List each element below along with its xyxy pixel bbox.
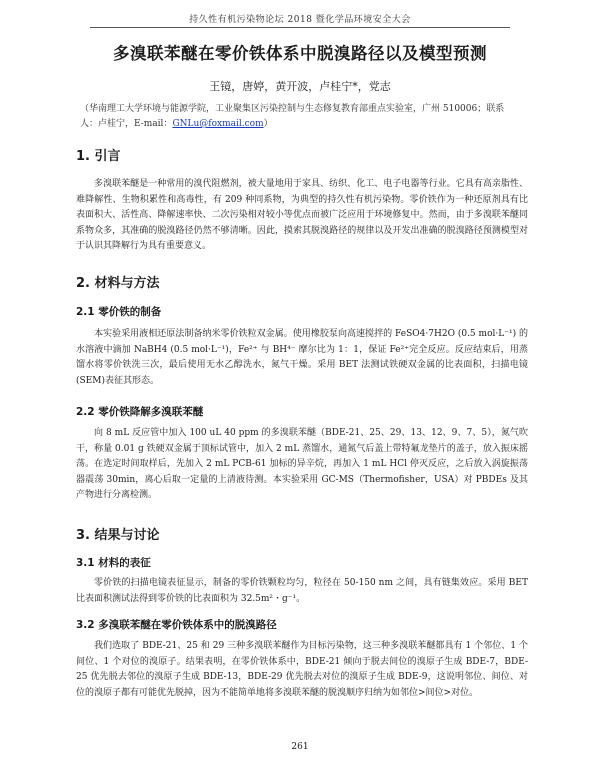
- section-heading-introduction: 1. 引言: [76, 149, 121, 164]
- contact-email-link[interactable]: GNLu@foxmail.com: [172, 119, 264, 129]
- affiliation-close: ）: [263, 119, 273, 129]
- introduction-paragraph: 多溴联苯醚是一种常用的溴代阻燃剂，被大量地用于家具、纺织、化工、电子电器等行业。它具有高亲脂性、难降解性、生物积累性和高毒性，有 209 种同系物，为典型的持久性有机污染物。零价铁作为一种还原剂具有比表面积大、活性高、降解速率快、二次污染相对较小等优点而被广泛应用于环境修复中。然而，由于多溴联苯醚同系物众多，其准确的脱溴路径仍然不够清晰。因此，摸索其脱溴路径的规律以及开发出准确的脱溴路径预测模型对于认识其降解行为具有重要意义。: [76, 179, 528, 251]
- section-heading-results: 3. 结果与讨论: [76, 528, 160, 543]
- header-rule: [90, 27, 510, 28]
- debromination-pathway-paragraph: 我们选取了 BDE-21、25 和 29 三种多溴联苯醚作为目标污染物，这三种多溴联苯醚都具有 1 个邻位、1 个间位、1 个对位的溴原子。结果表明，在零价铁体系中，BDE-21 倾向于脱去间位的溴原子生成 BDE-7，BDE-25 优先脱去邻位的溴原子生成 BDE-13，BDE-29 优先脱去对位的溴原子生成 BDE-9，这说明邻位、间位、对位的溴原子都有可能优先脱掉，因为不能简单地将多溴联苯醚的脱溴顺序归纳为如邻位>间位>对位。: [76, 641, 528, 698]
- paper-title: 多溴联苯醚在零价铁体系中脱溴路径以及模型预测: [113, 44, 487, 63]
- subsection-heading-degradation: 2.2 零价铁降解多溴联苯醚: [76, 406, 204, 418]
- section-heading-methods: 2. 材料与方法: [76, 276, 160, 291]
- page-number: 261: [291, 742, 309, 752]
- subsection-heading-characterization: 3.1 材料的表征: [76, 557, 151, 569]
- affiliation-text: （华南理工大学环境与能源学院，工业聚集区污染控制与生态修复教育部重点实验室，广州 510006；联系人：卢桂宁，E-mail：: [80, 104, 505, 129]
- degradation-paragraph: 向 8 mL 反应管中加入 100 uL 40 ppm 的多溴联苯醚（BDE-21、25、29、13、12、9、7、5），氮气吹干，称量 0.01 g 铁硬双金属于顶标试管中，加入 2 mL 蒸馏水，通氮气后盖上带特氟龙垫片的盖子，放入振床摇荡。在选定时间取样后，先加入 2 mL PCB-61 加标的异辛烷，再加入 1 mL HCl 停灭反应，之后放入涡旋振荡器震荡 30min，离心后取一定量的上清液待测。本实验采用 GC-MS（Thermofisher，USA）对 PBDEs 及其产物进行分离检测。: [76, 428, 528, 500]
- zvi-preparation-paragraph: 本实验采用液相还原法制备纳米零价铁粒双金属。使用橡胶泵向高速搅拌的 FeSO4·7H2O (0.5 mol·L⁻¹) 的水溶液中滴加 NaBH4 (0.5 mol·L⁻¹)，Fe²⁺ 与 BH⁴⁻ 摩尔比为 1：1，保证 Fe²⁺完全反应。反应结束后，用蒸馏水将零价铁洗三次，最后使用无水乙醇洗水，氮气干燥。采用 BET 法测试铁硬双金属的比表面积，扫描电镜(SEM)表征其形态。: [76, 329, 528, 386]
- running-header: 持久性有机污染物论坛 2018 暨化学品环境安全大会: [189, 15, 411, 25]
- author-list: 王镜，唐婷，黄开波，卢桂宁*，党志: [209, 80, 391, 93]
- characterization-paragraph: 零价铁的扫描电镜表征显示，制备的零价铁颗粒均匀，粒径在 50-150 nm 之间，具有链集效应。采用 BET 比表面积测试法得到零价铁的比表面积为 32.5m²・g⁻¹。: [76, 578, 528, 604]
- affiliation: [80, 102, 520, 132]
- subsection-heading-zvi-preparation: 2.1 零价铁的制备: [76, 306, 162, 318]
- subsection-heading-debromination-pathway: 3.2 多溴联苯醚在零价铁体系中的脱溴路径: [76, 619, 277, 631]
